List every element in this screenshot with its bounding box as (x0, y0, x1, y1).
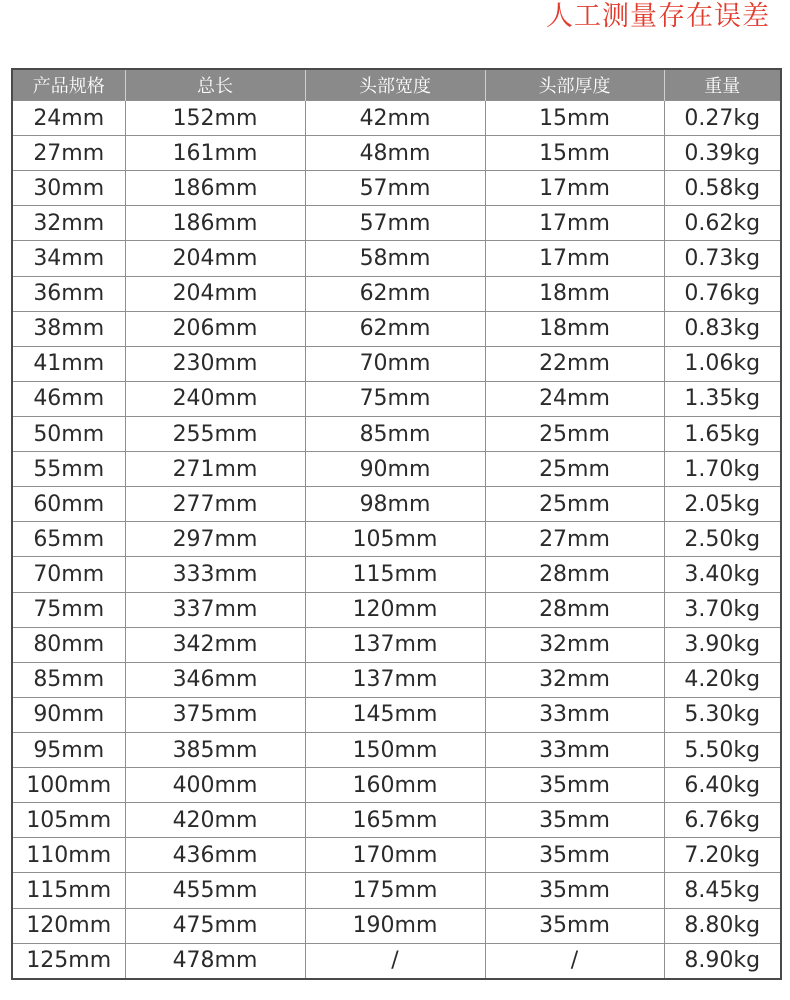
cell-weight: 7.20kg (664, 838, 781, 873)
cell-total-length: 204mm (125, 276, 305, 311)
cell-spec: 100mm (12, 768, 125, 803)
cell-spec: 50mm (12, 416, 125, 451)
table-row (12, 381, 781, 416)
header-row (12, 69, 781, 101)
table-row (12, 241, 781, 276)
cell-spec: 60mm (12, 487, 125, 522)
cell-total-length: 400mm (125, 768, 305, 803)
cell-head-thickness: 18mm (485, 276, 664, 311)
cell-spec: 110mm (12, 838, 125, 873)
cell-weight: 2.50kg (664, 522, 781, 557)
cell-weight: 6.76kg (664, 803, 781, 838)
cell-weight: 2.05kg (664, 487, 781, 522)
cell-head-width: 57mm (305, 206, 485, 241)
cell-total-length: 186mm (125, 206, 305, 241)
table-row (12, 416, 781, 451)
cell-head-width: 85mm (305, 416, 485, 451)
cell-weight: 0.76kg (664, 276, 781, 311)
cell-head-thickness: 24mm (485, 381, 664, 416)
cell-weight: 4.20kg (664, 662, 781, 697)
cell-head-width: 145mm (305, 697, 485, 732)
cell-spec: 32mm (12, 206, 125, 241)
cell-head-thickness: 35mm (485, 803, 664, 838)
cell-weight: 0.58kg (664, 171, 781, 206)
cell-weight: 5.30kg (664, 697, 781, 732)
cell-weight: 1.35kg (664, 381, 781, 416)
table-row (12, 943, 781, 979)
table-row (12, 311, 781, 346)
cell-head-width: 105mm (305, 522, 485, 557)
cell-head-width: 150mm (305, 732, 485, 767)
table-row (12, 732, 781, 767)
cell-weight: 6.40kg (664, 768, 781, 803)
cell-weight: 3.40kg (664, 557, 781, 592)
cell-head-width: 48mm (305, 136, 485, 171)
cell-head-width: 57mm (305, 171, 485, 206)
table-header (12, 69, 781, 101)
cell-weight: 1.65kg (664, 416, 781, 451)
cell-total-length: 271mm (125, 452, 305, 487)
cell-head-thickness: 32mm (485, 627, 664, 662)
cell-head-thickness: 33mm (485, 697, 664, 732)
cell-head-width: 190mm (305, 908, 485, 943)
cell-head-thickness: 25mm (485, 452, 664, 487)
cell-total-length: 375mm (125, 697, 305, 732)
table-body (12, 101, 781, 980)
cell-total-length: 297mm (125, 522, 305, 557)
cell-spec: 41mm (12, 346, 125, 381)
cell-head-thickness: 32mm (485, 662, 664, 697)
cell-total-length: 337mm (125, 592, 305, 627)
cell-total-length: 206mm (125, 311, 305, 346)
cell-total-length: 186mm (125, 171, 305, 206)
cell-total-length: 277mm (125, 487, 305, 522)
cell-head-thickness: 35mm (485, 838, 664, 873)
cell-weight: 1.06kg (664, 346, 781, 381)
table-row (12, 803, 781, 838)
cell-total-length: 333mm (125, 557, 305, 592)
cell-spec: 115mm (12, 873, 125, 908)
cell-total-length: 255mm (125, 416, 305, 451)
cell-head-thickness: 18mm (485, 311, 664, 346)
cell-head-width: 165mm (305, 803, 485, 838)
cell-total-length: 152mm (125, 101, 305, 136)
cell-spec: 95mm (12, 732, 125, 767)
table-row (12, 136, 781, 171)
table-row (12, 662, 781, 697)
table-row (12, 101, 781, 136)
cell-head-width: 75mm (305, 381, 485, 416)
cell-weight: 0.83kg (664, 311, 781, 346)
cell-weight: 8.45kg (664, 873, 781, 908)
cell-head-width: 70mm (305, 346, 485, 381)
cell-spec: 55mm (12, 452, 125, 487)
cell-spec: 34mm (12, 241, 125, 276)
cell-head-width: 170mm (305, 838, 485, 873)
cell-spec: 75mm (12, 592, 125, 627)
cell-head-thickness: 15mm (485, 136, 664, 171)
cell-head-width: 62mm (305, 311, 485, 346)
cell-spec: 125mm (12, 943, 125, 979)
table-row (12, 206, 781, 241)
cell-total-length: 161mm (125, 136, 305, 171)
cell-weight: 0.39kg (664, 136, 781, 171)
header-weight: 重量 (664, 69, 781, 101)
cell-head-thickness: 25mm (485, 487, 664, 522)
cell-head-thickness: / (485, 943, 664, 979)
cell-head-width: 137mm (305, 662, 485, 697)
cell-head-thickness: 22mm (485, 346, 664, 381)
cell-spec: 90mm (12, 697, 125, 732)
cell-spec: 36mm (12, 276, 125, 311)
table-row (12, 627, 781, 662)
cell-spec: 120mm (12, 908, 125, 943)
cell-weight: 8.80kg (664, 908, 781, 943)
spec-table (11, 68, 782, 980)
cell-weight: 1.70kg (664, 452, 781, 487)
table-row (12, 171, 781, 206)
cell-total-length: 455mm (125, 873, 305, 908)
header-head-thickness: 头部厚度 (485, 69, 664, 101)
cell-head-thickness: 35mm (485, 768, 664, 803)
cell-head-width: 160mm (305, 768, 485, 803)
cell-weight: 3.90kg (664, 627, 781, 662)
cell-total-length: 420mm (125, 803, 305, 838)
cell-total-length: 230mm (125, 346, 305, 381)
cell-head-thickness: 35mm (485, 908, 664, 943)
cell-spec: 27mm (12, 136, 125, 171)
cell-spec: 65mm (12, 522, 125, 557)
cell-weight: 0.27kg (664, 101, 781, 136)
cell-total-length: 240mm (125, 381, 305, 416)
table-row (12, 908, 781, 943)
cell-weight: 0.62kg (664, 206, 781, 241)
cell-spec: 46mm (12, 381, 125, 416)
cell-total-length: 346mm (125, 662, 305, 697)
cell-spec: 38mm (12, 311, 125, 346)
table-row (12, 697, 781, 732)
cell-head-thickness: 15mm (485, 101, 664, 136)
header-spec: 产品规格 (12, 69, 125, 101)
table-row (12, 487, 781, 522)
cell-head-width: 120mm (305, 592, 485, 627)
cell-weight: 0.73kg (664, 241, 781, 276)
cell-total-length: 478mm (125, 943, 305, 979)
cell-weight: 5.50kg (664, 732, 781, 767)
cell-head-thickness: 35mm (485, 873, 664, 908)
cell-head-thickness: 28mm (485, 557, 664, 592)
cell-head-width: 98mm (305, 487, 485, 522)
table-row (12, 346, 781, 381)
header-total-length: 总长 (125, 69, 305, 101)
table-row (12, 768, 781, 803)
cell-head-width: 137mm (305, 627, 485, 662)
cell-head-width: 90mm (305, 452, 485, 487)
cell-head-thickness: 25mm (485, 416, 664, 451)
cell-spec: 24mm (12, 101, 125, 136)
cell-head-thickness: 17mm (485, 241, 664, 276)
cell-head-thickness: 33mm (485, 732, 664, 767)
measurement-error-note: 人工测量存在误差 (546, 1, 770, 32)
table-row (12, 873, 781, 908)
table-row (12, 592, 781, 627)
table-row (12, 838, 781, 873)
cell-spec: 85mm (12, 662, 125, 697)
cell-head-thickness: 17mm (485, 206, 664, 241)
cell-total-length: 436mm (125, 838, 305, 873)
table-row (12, 452, 781, 487)
cell-total-length: 204mm (125, 241, 305, 276)
table-row (12, 276, 781, 311)
cell-head-thickness: 28mm (485, 592, 664, 627)
cell-head-width: 42mm (305, 101, 485, 136)
cell-spec: 70mm (12, 557, 125, 592)
cell-head-width: / (305, 943, 485, 979)
cell-weight: 3.70kg (664, 592, 781, 627)
cell-spec: 105mm (12, 803, 125, 838)
cell-head-width: 175mm (305, 873, 485, 908)
cell-weight: 8.90kg (664, 943, 781, 979)
cell-head-width: 62mm (305, 276, 485, 311)
cell-head-thickness: 17mm (485, 171, 664, 206)
cell-total-length: 475mm (125, 908, 305, 943)
cell-spec: 80mm (12, 627, 125, 662)
cell-head-thickness: 27mm (485, 522, 664, 557)
header-head-width: 头部宽度 (305, 69, 485, 101)
cell-total-length: 385mm (125, 732, 305, 767)
cell-head-width: 58mm (305, 241, 485, 276)
cell-spec: 30mm (12, 171, 125, 206)
cell-head-width: 115mm (305, 557, 485, 592)
table-row (12, 522, 781, 557)
cell-total-length: 342mm (125, 627, 305, 662)
table-row (12, 557, 781, 592)
